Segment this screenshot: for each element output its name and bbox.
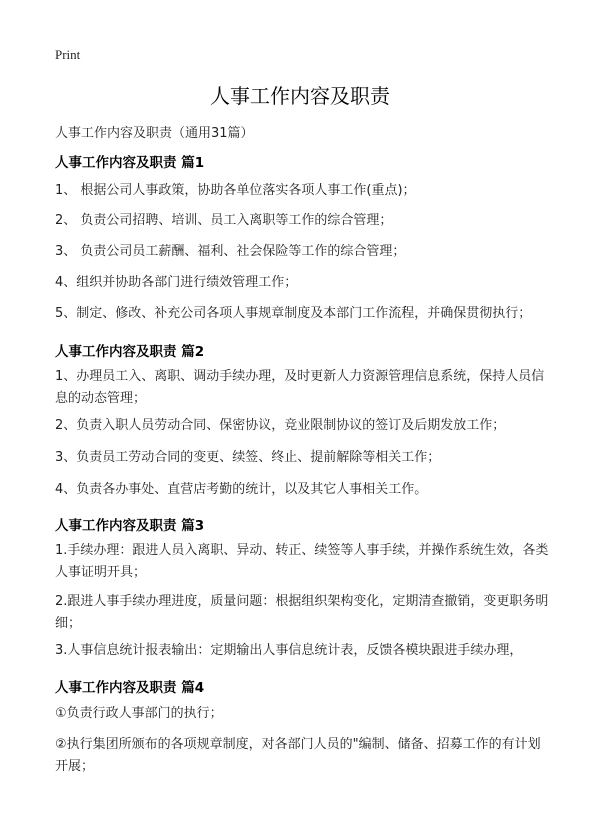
list-item: 3.人事信息统计报表输出：定期输出人事信息统计表，反馈各模块跟进手续办理，	[55, 643, 523, 658]
section-heading: 人事工作内容及职责 篇3	[55, 518, 205, 534]
document-title: 人事工作内容及职责	[210, 84, 390, 108]
list-item: 2、负责入职人员劳动合同、保密协议，竞业限制协议的签订及后期发放工作；	[55, 418, 506, 433]
document-subtitle: 人事工作内容及职责（通用31篇）	[55, 126, 254, 141]
list-item: 5、制定、修改、补充公司各项人事规章制度及本部门工作流程，并确保贯彻执行；	[55, 306, 532, 321]
list-item: 2.跟进人事手续办理进度，质量问题：根据组织架构变化，定期清查撤销，变更职务明细；	[55, 594, 549, 631]
list-item: 3、负责员工劳动合同的变更、续签、终止、提前解除等相关工作；	[55, 450, 441, 465]
list-item: ①负责行政人事部门的执行；	[55, 706, 223, 721]
list-item: 1、 根据公司人事政策，协助各单位落实各项人事工作(重点)；	[55, 183, 416, 198]
list-item: 4、组织并协助各部门进行绩效管理工作；	[55, 275, 298, 290]
list-item: ②执行集团所颁布的各项规章制度，对各部门人员的"编制、储备、招募工作的有计划开展；	[55, 737, 541, 774]
list-item: 3、 负责公司员工薪酬、福利、社会保险等工作的综合管理；	[55, 244, 406, 259]
list-item: 4、负责各办事处、直营店考勤的统计，以及其它人事相关工作。	[55, 482, 428, 497]
print-label: Print	[55, 47, 81, 62]
list-item: 1.手续办理：跟进人员入离职、异动、转正、续签等人事手续，并操作系统生效，各类人事证明开具；	[55, 543, 549, 580]
section-heading: 人事工作内容及职责 篇1	[55, 155, 205, 171]
section-heading: 人事工作内容及职责 篇2	[55, 344, 205, 360]
list-item: 2、 负责公司招聘、培训、员工入离职等工作的综合管理；	[55, 213, 393, 228]
list-item: 1、办理员工入、离职、调动手续办理，及时更新人力资源管理信息系统，保持人员信息的动态管理；	[55, 369, 545, 406]
section-heading: 人事工作内容及职责 篇4	[55, 680, 205, 696]
